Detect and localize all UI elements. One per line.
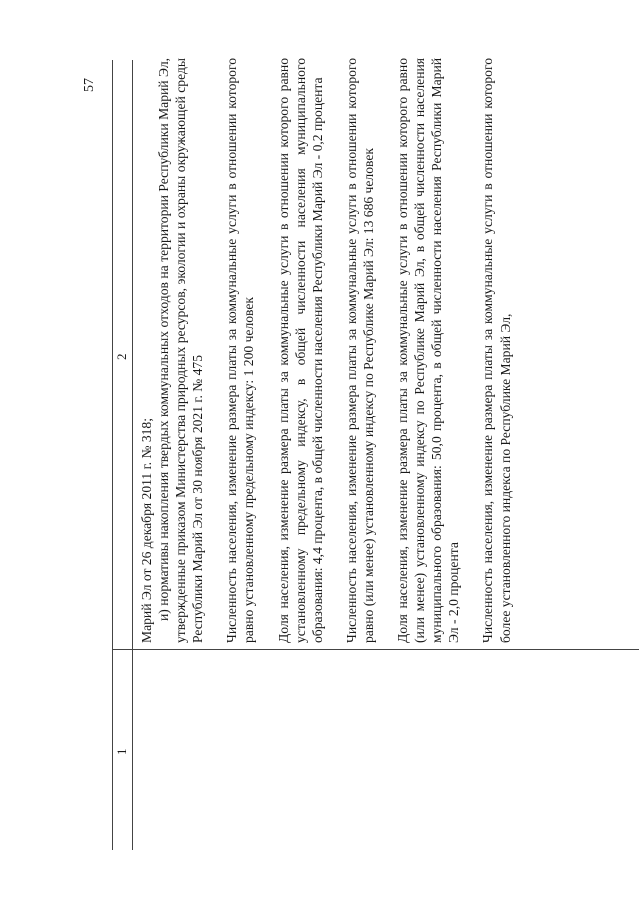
paragraph: и) нормативы накопления твердых коммунальных отходов на территории Республики Марий Эл, утвержденные приказом Министерства природных ресурсов, экологии и охраны окружающей среды Республики Марий Эл от 30 ноября 2021 г. № 475	[156, 58, 206, 643]
header-row-border	[132, 60, 133, 850]
paragraph: Численность населения, изменение размера платы за коммунальные услуги в отношении которого равно установленному предельному индексу: 1 200 человек	[224, 58, 257, 643]
column-divider	[112, 649, 639, 650]
paragraph: Численность населения, изменение размера платы за коммунальные услуги в отношении которого равно (или менее) установленному индексу по Республике Марий Эл: 13 686 человек	[343, 58, 376, 643]
paragraph: Доля населения, изменение размера платы за коммунальные услуги в отношении которого равно (или менее) установленному индексу по Республике Марий Эл, в общей численности населения муниципального образования: 50,0 процента, в общей численности населения Республики Марий Эл - 2,0 процента	[395, 58, 462, 643]
paragraph: Численность населения, изменение размера платы за коммунальные услуги в отношении которого более установленного индекса по Республике Марий Эл,	[480, 58, 513, 643]
paragraph: Доля населения, изменение размера платы за коммунальные услуги в отношении которого равно установленному предельному индексу, в общей численности населения муниципального образования: 4,4 процента, в общей численности населения Республики Марий Эл - 0,2 процента	[275, 58, 325, 643]
table-cell-text	[138, 58, 514, 643]
table-top-border	[112, 60, 113, 850]
column-header-2: 2	[114, 353, 129, 360]
page-number: 57	[82, 78, 97, 92]
column-header-1: 1	[114, 748, 129, 755]
paragraph: Марий Эл от 26 декабря 2011 г. № 318;	[139, 418, 154, 643]
